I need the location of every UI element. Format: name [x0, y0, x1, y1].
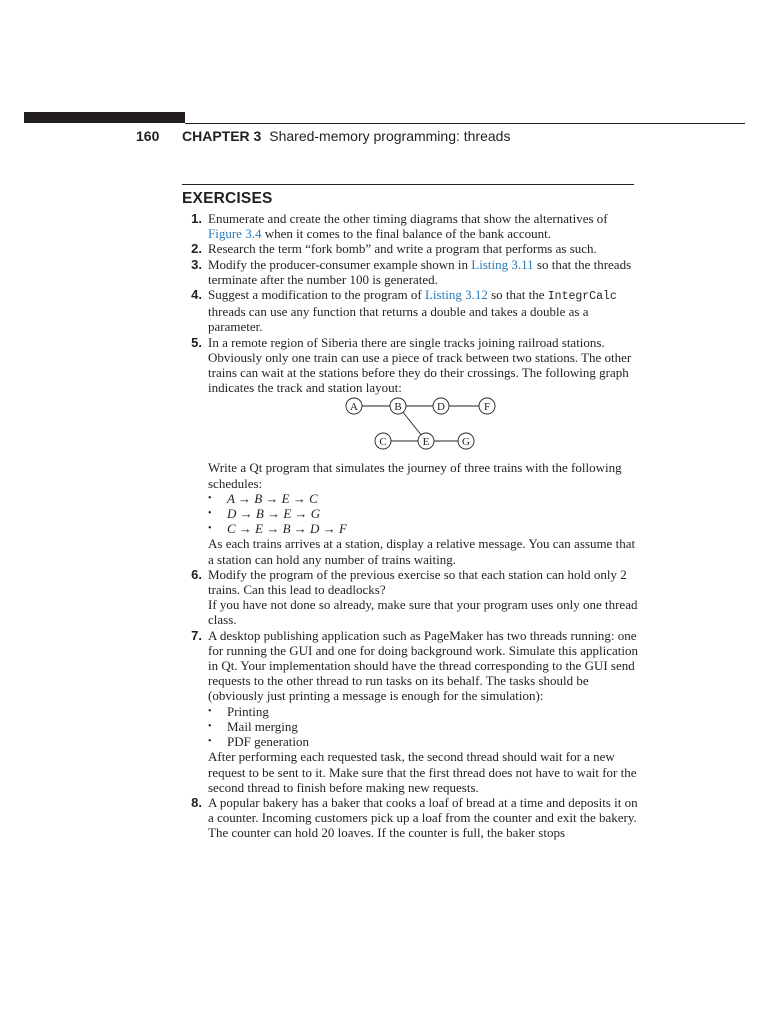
station-graph	[208, 397, 638, 457]
exercise-number: 2.	[191, 241, 202, 257]
list-item	[208, 734, 638, 749]
exercise-text-part: when it comes to the final balance of the bank account.	[261, 226, 551, 242]
exercise-number: 4.	[191, 287, 202, 303]
exercise-text: Research the term “fork bomb” and write a program that performs as such.	[208, 241, 597, 257]
listing-link[interactable]: Listing 3.12	[424, 287, 488, 303]
exercise-3	[191, 256, 638, 287]
exercise-text: In a remote region of Siberia there are single tracks joining railroad stations. Obviously only one train can use a piece of track between two stations. The other trains can wait at the stations before they do their crossings. The following graph indicates the track and station layout:	[208, 334, 632, 396]
exercise-number: 1.	[191, 211, 202, 226]
bullet-icon: •	[208, 508, 212, 520]
exercise-text: A popular bakery has a baker that cooks a loaf of bread at a time and deposits it on a counter. Incoming customers pick up a loaf from the counter and exit the bakery. The counter can hold 20 loaves. If the counter is full, the baker stops	[208, 794, 638, 841]
exercise-1	[191, 211, 638, 242]
exercise-text-part: so that the threads terminate after the number 100 is generated.	[208, 256, 632, 287]
exercise-text: Write a Qt program that simulates the journey of three trains with the following schedules:	[208, 460, 622, 491]
page-number: 160	[136, 128, 160, 144]
exercise-text-part: so that the	[487, 287, 548, 303]
exercise-text: As each trains arrives at a station, display a relative message. You can assume that a station can hold any number of trains waiting.	[208, 536, 636, 567]
station-f-label: F	[483, 401, 491, 414]
exercise-list	[191, 211, 638, 841]
exercise-text-part: Suggest a modification to the program of	[208, 287, 425, 303]
station-d-label: D	[437, 401, 445, 414]
section-rule	[182, 184, 634, 185]
schedule-text: D → B → E → G	[227, 506, 321, 522]
schedule-text: C → E → B → D → F	[227, 521, 347, 537]
exercise-7	[191, 627, 638, 795]
task-text: Printing	[227, 703, 269, 719]
exercise-5	[191, 334, 638, 567]
task-text: PDF generation	[227, 734, 309, 750]
exercise-number: 6.	[191, 566, 202, 582]
bullet-icon: •	[208, 705, 212, 717]
schedule-text: A → B → E → C	[227, 490, 318, 506]
section-title: EXERCISES	[182, 190, 273, 207]
exercise-text: If you have not done so already, make sure that your program uses only one thread class.	[208, 597, 638, 628]
exercise-text-part: Enumerate and create the other timing diagrams that show the alternatives of	[208, 211, 608, 226]
exercise-text: A desktop publishing application such as PageMaker has two threads running: one for running the GUI and one for doing background work. Simulate this application in Qt. Your implementation should have the thread corresponding to the GUI send requests to the other thread to run tasks on its behalf. The tasks should be (obviously just printing a message is enough for the simulation):	[208, 627, 638, 704]
exercise-number: 3.	[191, 256, 202, 272]
station-b-label: B	[394, 401, 402, 414]
list-item	[208, 491, 638, 506]
station-e-label: E	[422, 436, 430, 449]
exercise-2	[191, 241, 638, 257]
exercise-4	[191, 287, 638, 335]
header-rule	[185, 123, 745, 124]
station-a-label: A	[350, 401, 358, 414]
list-item	[208, 719, 638, 734]
code-identifier: IntegrCalc	[547, 290, 617, 304]
station-g-label: G	[462, 436, 470, 449]
exercise-text-part: threads can use any function that returns a double and takes a double as a parameter.	[208, 304, 589, 335]
running-head	[136, 127, 510, 145]
bullet-icon: •	[208, 523, 212, 535]
exercise-number: 8.	[191, 794, 202, 810]
exercise-text: Modify the program of the previous exercise so that each station can hold only 2 trains. Can this lead to deadlocks?	[208, 566, 627, 598]
exercise-text-part: Modify the producer-consumer example shown in	[208, 256, 472, 272]
bullet-icon: •	[208, 736, 212, 748]
exercise-text	[208, 211, 638, 241]
bullet-icon: •	[208, 492, 212, 504]
schedule-list	[208, 491, 638, 537]
exercise-text	[208, 287, 638, 335]
task-list	[208, 704, 638, 750]
exercise-text	[208, 257, 638, 287]
list-item	[208, 506, 638, 521]
exercise-6	[191, 566, 638, 628]
chapter-title: Shared-memory programming: threads	[269, 128, 511, 144]
exercise-8	[191, 794, 638, 841]
list-item	[208, 704, 638, 719]
list-item	[208, 521, 638, 536]
figure-link[interactable]: Figure 3.4	[208, 226, 262, 242]
bullet-icon: •	[208, 720, 212, 732]
station-c-label: C	[379, 436, 387, 449]
exercise-number: 7.	[191, 627, 202, 643]
task-text: Mail merging	[227, 718, 298, 734]
exercise-text: After performing each requested task, the second thread should wait for a new request to be sent to it. Make sure that the first thread does not have to wait for the second thread to finish before making new requests.	[208, 749, 637, 795]
header-thick-bar	[24, 112, 185, 123]
chapter-label: CHAPTER 3	[182, 128, 262, 144]
exercise-number: 5.	[191, 334, 202, 350]
listing-link[interactable]: Listing 3.11	[471, 256, 534, 272]
